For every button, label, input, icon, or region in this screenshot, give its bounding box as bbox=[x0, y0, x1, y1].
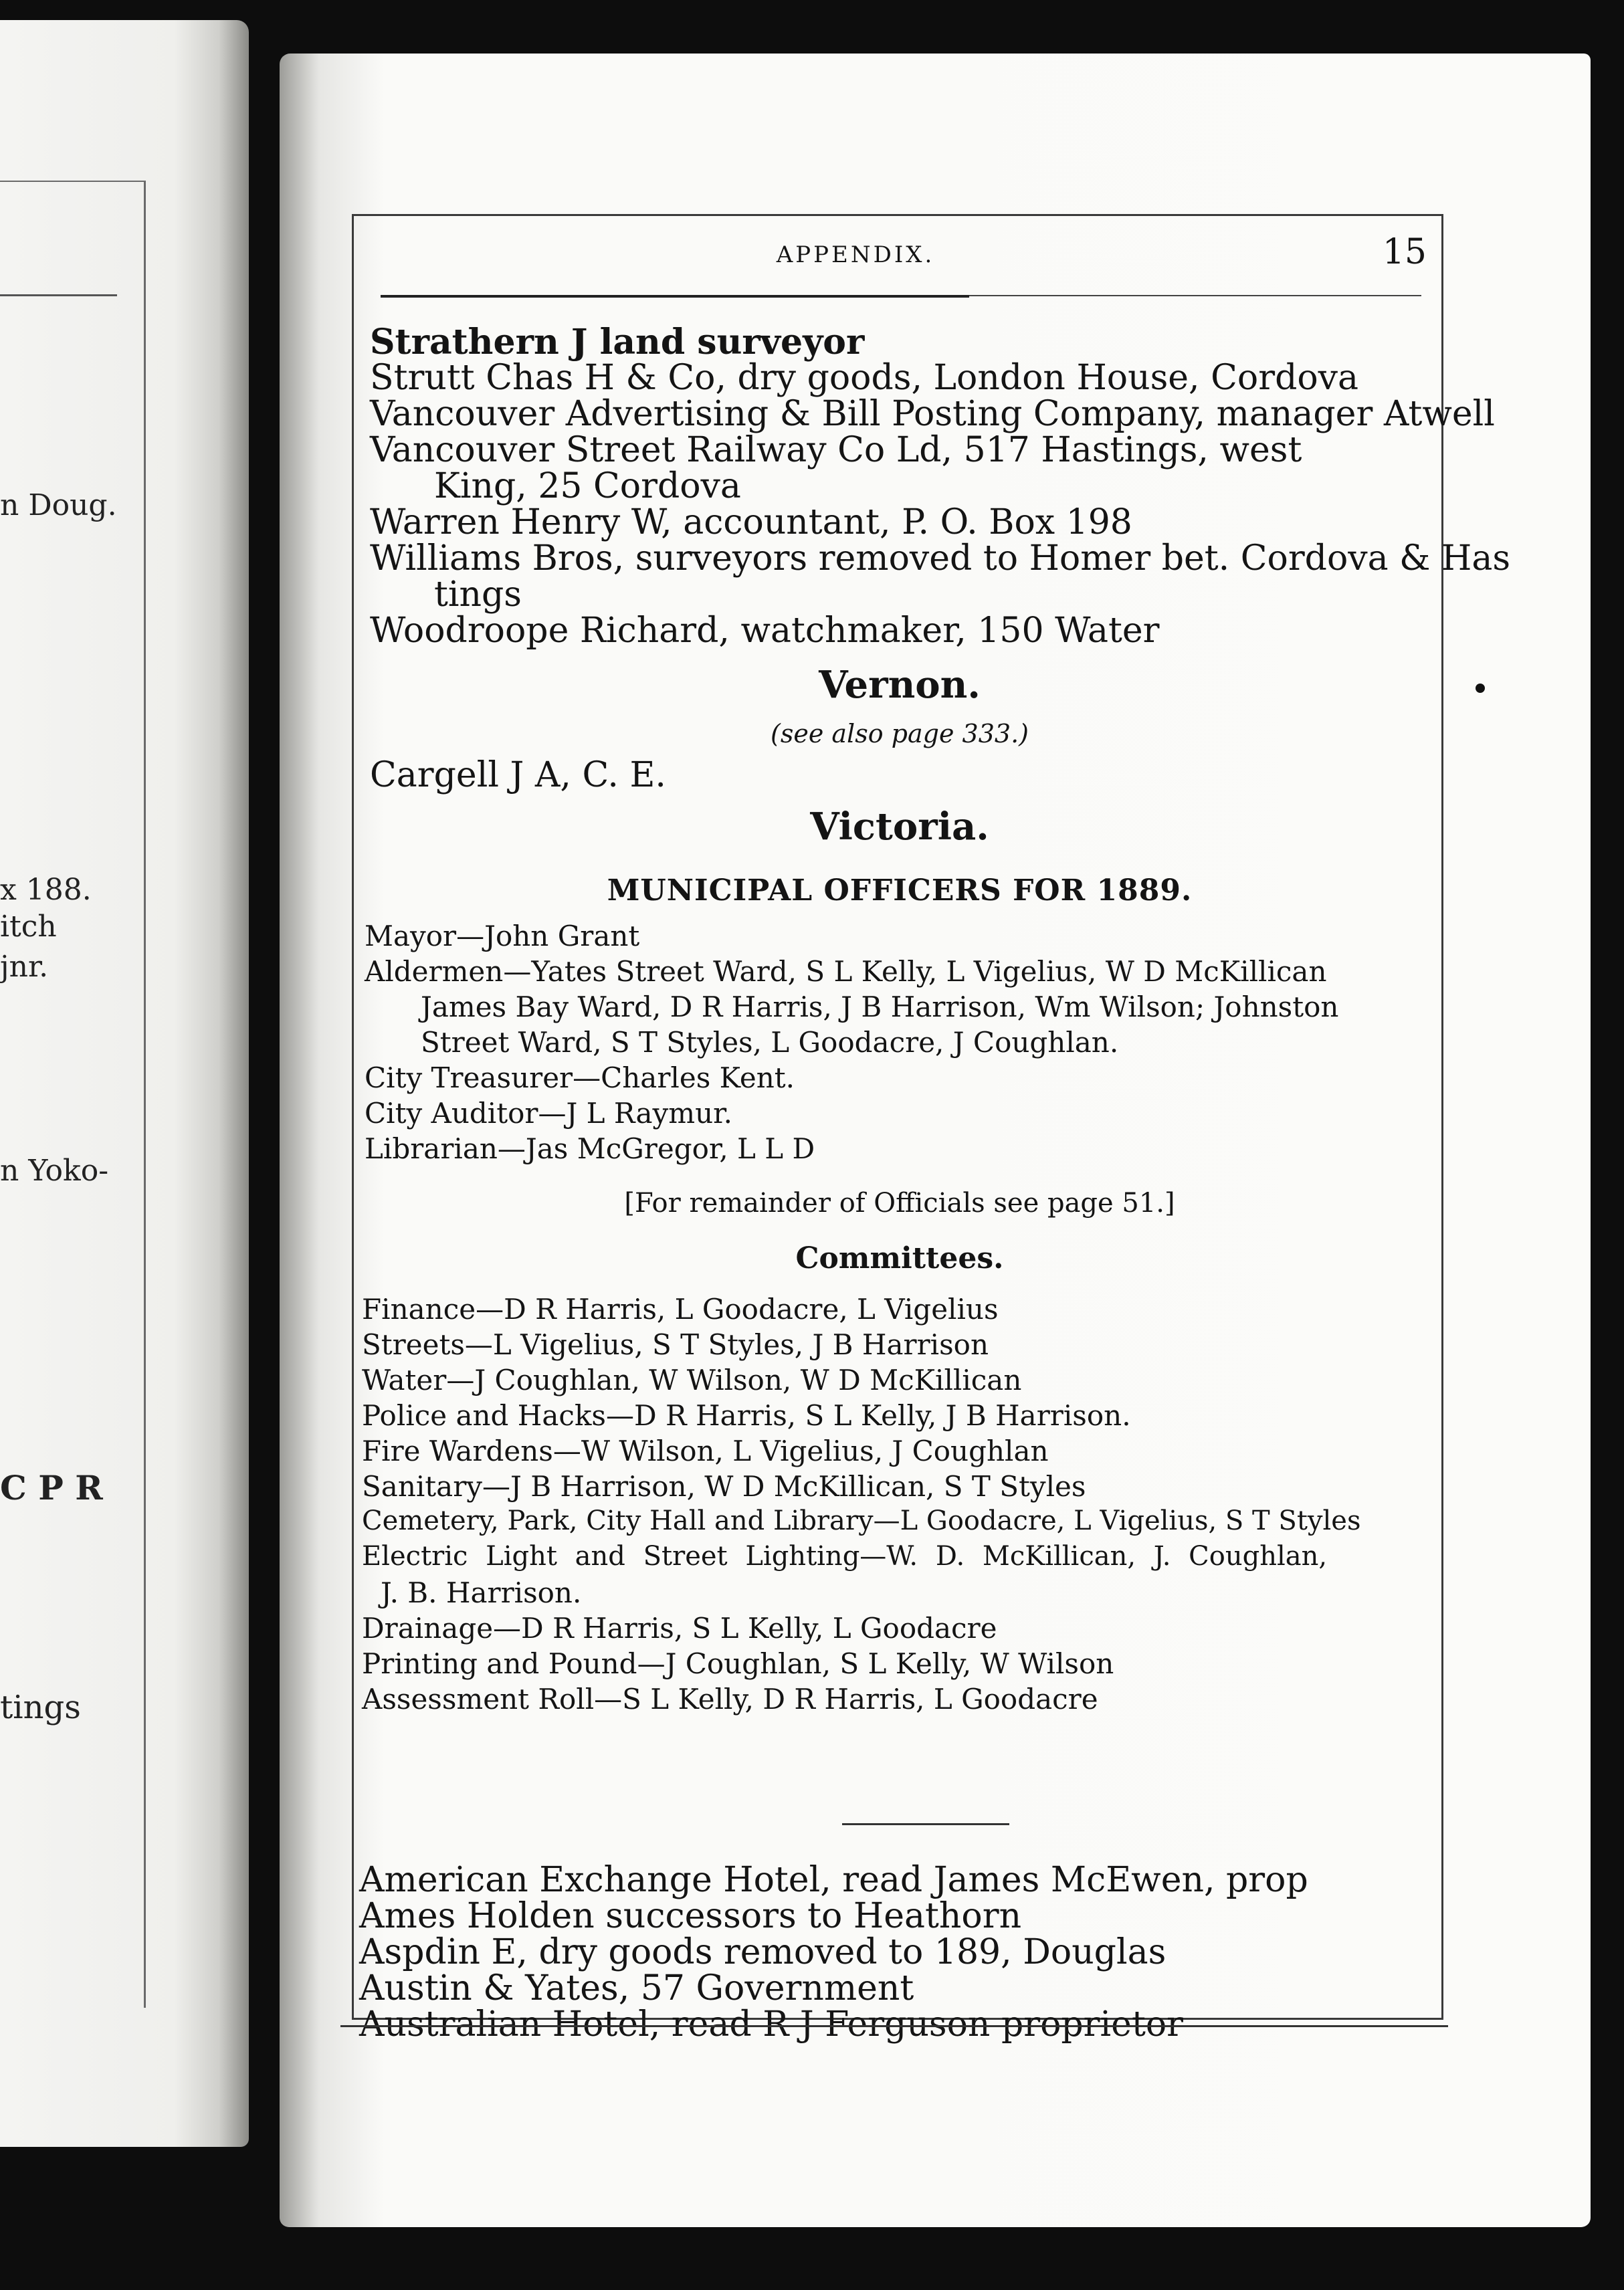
header-rule-thin bbox=[969, 295, 1421, 296]
directory-entry: Cargell J A, C. E. bbox=[370, 755, 666, 795]
remainder-note: [For remainder of Officials see page 51.] bbox=[624, 1188, 1175, 1219]
directory-entry: Warren Henry W, accountant, P. O. Box 198 bbox=[370, 502, 1132, 542]
bottom-rule bbox=[340, 2025, 1448, 2027]
right-page bbox=[280, 54, 1591, 2227]
officer-line: Mayor—John Grant bbox=[365, 920, 640, 952]
officer-line: Aldermen—Yates Street Ward, S L Kelly, L Vigelius, W D McKillican bbox=[365, 955, 1327, 988]
committee-line: Printing and Pound—J Coughlan, S L Kelly, W Wilson bbox=[362, 1647, 1114, 1680]
running-title: APPENDIX. bbox=[776, 241, 935, 268]
directory-entry: Ames Holden successors to Heathorn bbox=[359, 1896, 1022, 1936]
left-page-rule bbox=[0, 294, 117, 296]
section-heading-vernon: Vernon. bbox=[819, 663, 981, 707]
committee-line: Finance—D R Harris, L Goodacre, L Vigelius bbox=[362, 1293, 999, 1326]
page-frame bbox=[352, 214, 1511, 2045]
left-fragment: tings bbox=[0, 1689, 81, 1726]
left-fragment: C P R bbox=[0, 1468, 103, 1507]
officer-line: Librarian—Jas McGregor, L L D bbox=[365, 1132, 815, 1165]
committee-line: Cemetery, Park, City Hall and Library—L Goodacre, L Vigelius, S T Styles bbox=[362, 1505, 1361, 1536]
header-rule-thick bbox=[381, 295, 969, 298]
committees-heading: Committees. bbox=[795, 1241, 1004, 1275]
committee-line: Police and Hacks—D R Harris, S L Kelly, J B Harrison. bbox=[362, 1399, 1131, 1432]
page-number: 15 bbox=[1382, 232, 1427, 272]
committee-line: Electric Light and Street Lighting—W. D. McKillican, J. Coughlan, bbox=[362, 1541, 1328, 1572]
committee-line: Drainage—D R Harris, S L Kelly, L Goodacre bbox=[362, 1612, 997, 1645]
section-divider bbox=[842, 1823, 1009, 1825]
left-fragment: n Yoko- bbox=[0, 1154, 109, 1188]
committee-line: Streets—L Vigelius, S T Styles, J B Harrison bbox=[362, 1328, 989, 1361]
directory-entry: Australian Hotel, read R J Ferguson proprietor bbox=[359, 2004, 1184, 2045]
left-page bbox=[0, 20, 249, 2147]
section-heading-victoria: Victoria. bbox=[810, 805, 989, 849]
directory-entry-continuation: tings bbox=[434, 575, 522, 615]
directory-entry: Strathern J land surveyor bbox=[370, 322, 865, 362]
left-fragment: x 188. bbox=[0, 873, 92, 907]
left-fragment: n Doug. bbox=[0, 488, 117, 522]
committee-line: Water—J Coughlan, W Wilson, W D McKillican bbox=[362, 1364, 1022, 1396]
directory-entry: Vancouver Street Railway Co Ld, 517 Hastings, west bbox=[370, 430, 1302, 470]
ink-speck bbox=[1476, 684, 1485, 693]
committee-line: Sanitary—J B Harrison, W D McKillican, S T Styles bbox=[362, 1470, 1086, 1503]
directory-entry: Woodroope Richard, watchmaker, 150 Water bbox=[370, 611, 1160, 651]
committee-line-continuation: J. B. Harrison. bbox=[381, 1576, 582, 1609]
officer-line: City Treasurer—Charles Kent. bbox=[365, 1061, 795, 1094]
directory-entry: Aspdin E, dry goods removed to 189, Douglas bbox=[359, 1932, 1166, 1972]
officer-line-continuation: Street Ward, S T Styles, L Goodacre, J Coughlan. bbox=[421, 1026, 1119, 1059]
officer-line: City Auditor—J L Raymur. bbox=[365, 1097, 732, 1130]
left-fragment: jnr. bbox=[0, 950, 49, 984]
directory-entry-continuation: King, 25 Cordova bbox=[434, 466, 741, 506]
committee-line: Fire Wardens—W Wilson, L Vigelius, J Coughlan bbox=[362, 1435, 1049, 1467]
left-fragment: itch bbox=[0, 910, 57, 944]
directory-entry: Austin & Yates, 57 Government bbox=[359, 1968, 914, 2008]
directory-entry: Vancouver Advertising & Bill Posting Company, manager Atwell bbox=[370, 394, 1495, 434]
cross-reference-note: (see also page 333.) bbox=[771, 719, 1029, 748]
directory-entry: Williams Bros, surveyors removed to Homer bet. Cordova & Has bbox=[370, 538, 1511, 579]
page-header bbox=[354, 232, 1441, 282]
municipal-officers-heading: MUNICIPAL OFFICERS FOR 1889. bbox=[607, 873, 1193, 908]
directory-entry: American Exchange Hotel, read James McEwen, prop bbox=[359, 1860, 1308, 1900]
officer-line-continuation: James Bay Ward, D R Harris, J B Harrison, Wm Wilson; Johnston bbox=[421, 991, 1339, 1023]
left-page-frame bbox=[0, 181, 146, 2008]
directory-entry: Strutt Chas H & Co, dry goods, London House, Cordova bbox=[370, 358, 1359, 398]
committee-line: Assessment Roll—S L Kelly, D R Harris, L Goodacre bbox=[362, 1683, 1098, 1715]
